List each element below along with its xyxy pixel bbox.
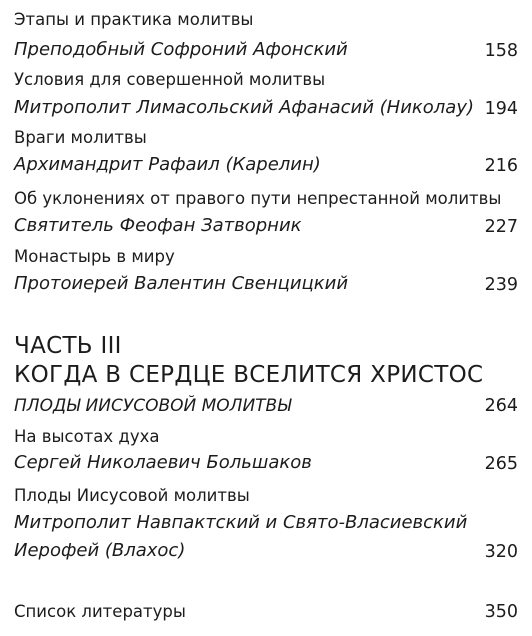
toc-entry-title: Этапы и практика молитвы [14, 10, 254, 29]
toc-entry-title: Плоды Иисусовой молитвы [14, 486, 250, 505]
part-title: КОГДА В СЕРДЦЕ ВСЕЛИТСЯ ХРИСТОС [14, 362, 484, 388]
toc-entry-page: 320 [484, 542, 518, 562]
toc-entry-author: Сергей Николаевич Большаков [14, 452, 312, 473]
section-page: 264 [484, 396, 518, 416]
toc-entry-title: На высотах духа [14, 427, 160, 446]
toc-entry-title: Условия для совершенной молитвы [14, 70, 326, 89]
toc-entry-title: Враги молитвы [14, 128, 147, 147]
bibliography-title: Список литературы [14, 602, 186, 621]
toc-entry-page: 194 [484, 99, 518, 119]
toc-entry-title: Об уклонениях от правого пути непрестанной молитвы [14, 189, 502, 208]
toc-entry-page: 239 [484, 275, 518, 295]
toc-entry-author: Архимандрит Рафаил (Карелин) [14, 154, 321, 175]
toc-entry-author: Протоиерей Валентин Свенцицкий [14, 273, 349, 294]
toc-entry-page: 265 [484, 454, 518, 474]
toc-entry-page: 227 [484, 217, 518, 237]
toc-entry-author-line-1: Митрополит Навпактский и Свято-Власиевский [14, 512, 468, 533]
bibliography-page: 350 [484, 602, 518, 622]
toc-entry-author-line-2: Иерофей (Влахос) [14, 540, 186, 561]
toc-entry-page: 158 [484, 41, 518, 61]
toc-entry-page: 216 [484, 156, 518, 176]
toc-entry-author: Митрополит Лимасольский Афанасий (Николау) [14, 97, 474, 118]
toc-entry-author: Преподобный Софроний Афонский [14, 39, 348, 60]
toc-entry-author: Святитель Феофан Затворник [14, 215, 302, 236]
section-title: ПЛОДЫ ИИСУСОВОЙ МОЛИТВЫ [14, 396, 292, 416]
toc-entry-title: Монастырь в миру [14, 247, 175, 266]
part-label: ЧАСТЬ III [14, 333, 122, 359]
